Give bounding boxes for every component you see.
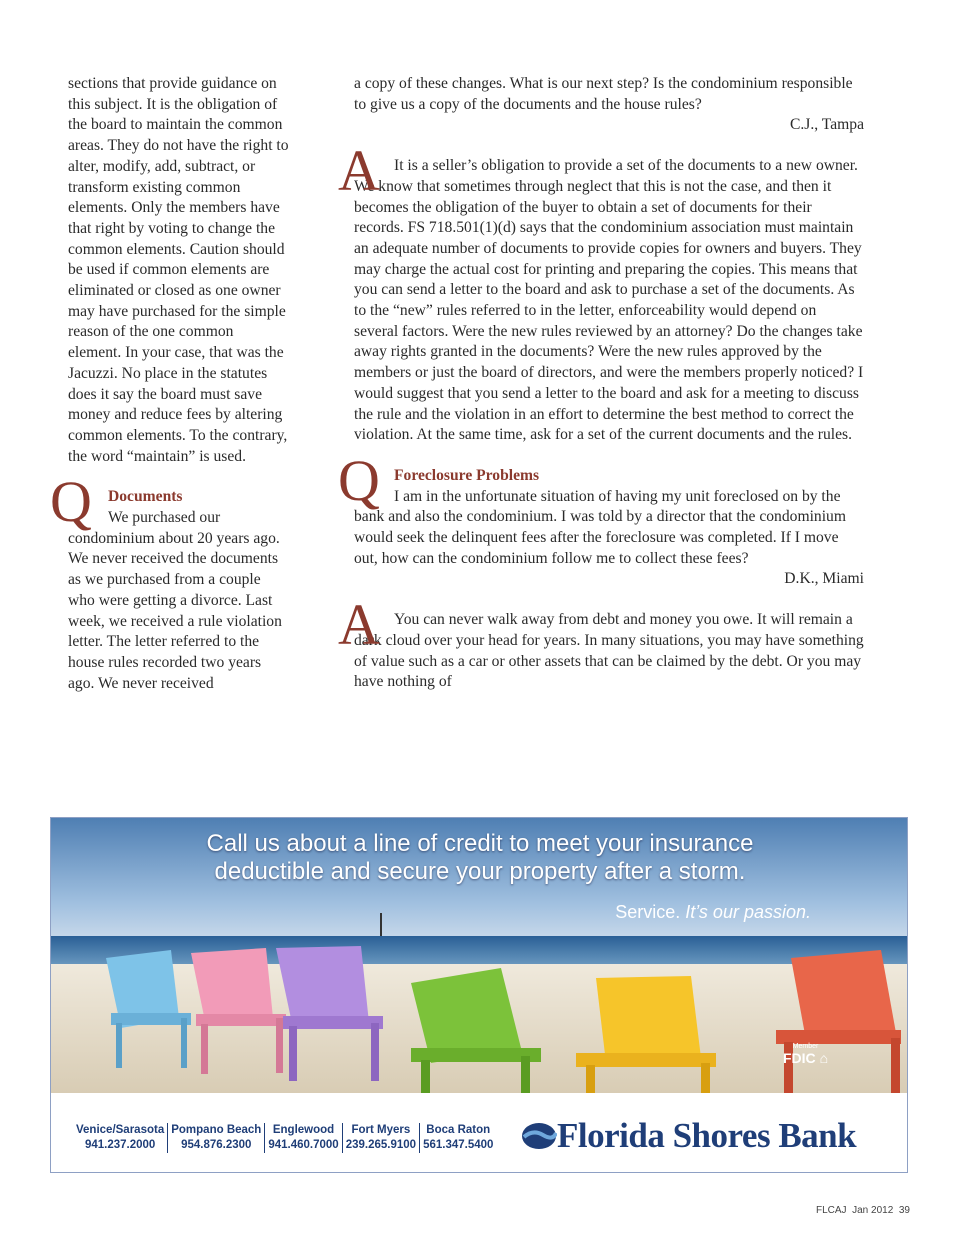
equal-housing-icon: ⌂ <box>819 1050 829 1066</box>
a-dropcap: A <box>338 592 380 658</box>
branch-phone: 239.265.9100 <box>345 1139 417 1151</box>
branch-phone: 954.876.2300 <box>181 1139 252 1151</box>
question-signature: D.K., Miami <box>784 570 864 588</box>
branch-phone: 561.347.5400 <box>423 1139 494 1151</box>
fdic-badge <box>783 1043 828 1066</box>
question-continued: a copy of these changes. What is our next step? Is the condominium responsible to give us a copy of the documents and the house rules? <box>354 75 853 113</box>
question-heading: Foreclosure Problems <box>394 466 540 484</box>
branch-list <box>73 1123 496 1153</box>
ad-headline-line: deductible and secure your property after a storm. <box>214 858 746 885</box>
a-dropcap: A <box>338 138 380 204</box>
ad-headline <box>51 830 908 886</box>
footer-issue: Jan 2012 <box>852 1205 894 1216</box>
ad-tagline <box>615 902 811 923</box>
footer-publication: FLCAJ <box>816 1205 847 1216</box>
q-dropcap: Q <box>338 447 380 513</box>
page-footer <box>816 1205 910 1216</box>
branch-item <box>265 1123 342 1153</box>
wave-logo-icon <box>521 1121 557 1151</box>
branch-city: Venice/Sarasota <box>76 1124 165 1136</box>
right-column <box>338 74 864 693</box>
bank-logo[interactable] <box>521 1116 856 1156</box>
q-dropcap: Q <box>50 469 92 535</box>
branch-item <box>73 1123 168 1153</box>
branch-phone: 941.237.2000 <box>84 1139 156 1151</box>
question-documents <box>50 469 290 694</box>
ad-headline-line: Call us about a line of credit to meet your insurance <box>206 830 754 857</box>
tagline-plain: Service. <box>615 902 681 922</box>
fdic-member: Member <box>792 1043 819 1050</box>
tagline-italic: It’s our passion. <box>685 902 811 922</box>
bank-advertisement[interactable] <box>50 817 908 1173</box>
branch-city: Pompano Beach <box>171 1124 262 1136</box>
branch-phone: 941.460.7000 <box>268 1139 339 1151</box>
branch-item <box>420 1123 496 1153</box>
branch-city: Boca Raton <box>426 1124 491 1136</box>
left-column <box>50 74 290 694</box>
answer-text: It is a seller’s obligation to provide a set of the documents to a new owner. We know that sometimes through neglect that this is not the case, and then it becomes the obligation of the buyer to obtain a set of documents for their records. FS 718.501(1)(d) says that the condominium association must maintain an adequate number of documents to provide copies for owners and buyers. They may charge the actual cost for printing and preparing the copies. This means that you can send a letter to the board and ask to purchase a set of the documents. As to the “new” rules referred to in the letter, enforceability would depend on several factors. Were the new rules reviewed by an attorney? Do the changes take away rights granted in the documents? Were the new rules approved by the members or just the board of directors, and were the members properly noticed? I would suggest that you send a letter to the board and ask for a meeting to discuss the rule and the violation in an effort to determine the best method to correct the violation. At the same time, ask for a set of the current documents and the rules. <box>354 157 864 444</box>
question-heading: Documents <box>108 488 183 506</box>
branch-item <box>168 1123 265 1153</box>
question-text: I am in the unfortunate situation of having my unit foreclosed on by the bank and also the condominium. I was told by a director that the condominium would seek the delinquent fees after the foreclosure was completed. If I move out, how can the condominium follow me to collect these fees? <box>354 487 846 567</box>
branch-item <box>343 1123 420 1153</box>
branch-city: Fort Myers <box>351 1124 411 1136</box>
left-continued-text: sections that provide guidance on this subject. It is the obligation of the board to maintain the common areas. They do not have the right to alter, modify, add, subtract, or transform existing common elements. Only the members have that right by voting to change the common elements. Caution should be used if common elements are eliminated or closed as one owner may have purchased for the simple reason of the one common element. In your case, that was the Jacuzzi. No place in the statutes does it say the board must save money and reduce fees by altering common elements. To the contrary, the word “maintain” is used. <box>68 75 289 465</box>
question-text: We purchased our condominium about 20 years ago. We never received the documents as we purchased from a couple who were getting a divorce. Last week, we received a rule violation letter. The letter referred to the house rules recorded two years ago. We never received <box>68 509 282 692</box>
page-number: 39 <box>898 1205 910 1216</box>
answer-text: You can never walk away from debt and money you owe. It will remain a dark cloud over your head for years. In many situations, you may have something of value such as a car or other assets that can be claimed by the debt. Or you may have nothing of <box>354 611 864 691</box>
question-signature: C.J., Tampa <box>790 116 864 134</box>
answer-documents <box>338 138 864 446</box>
question-foreclosure <box>338 447 864 590</box>
bank-name: Florida Shores Bank <box>557 1116 857 1155</box>
branch-city: Englewood <box>272 1124 335 1136</box>
fdic-label: FDIC <box>783 1050 816 1066</box>
answer-foreclosure <box>338 592 864 693</box>
